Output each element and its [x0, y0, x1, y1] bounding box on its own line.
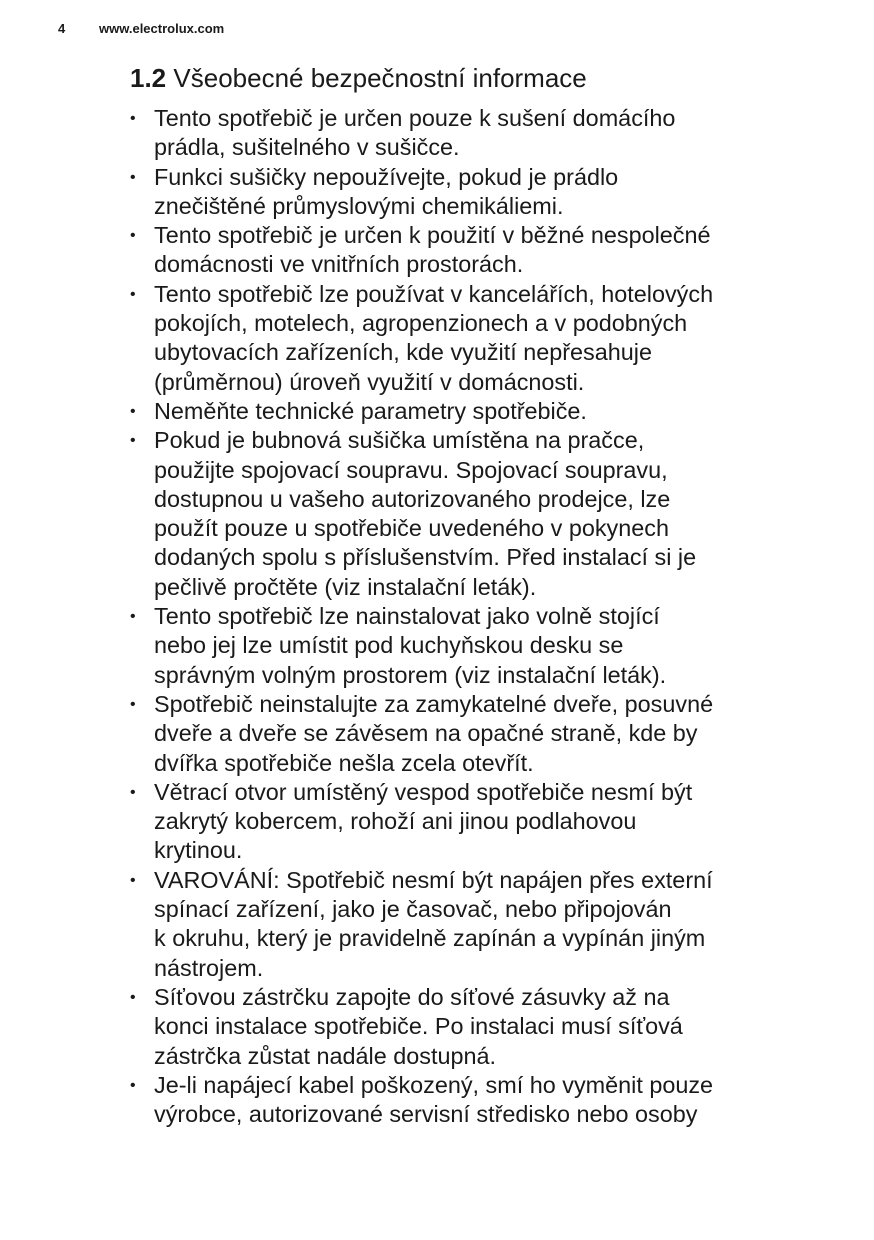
bullet-text-line: krytinou. — [154, 837, 243, 864]
bullet-item — [130, 690, 820, 778]
bullet-text-line: (průměrnou) úroveň využití v domácnosti. — [154, 368, 585, 395]
bullet-text-line: použít pouze u spotřebiče uvedeného v pokynech — [154, 515, 669, 542]
bullet-text-line: domácnosti ve vnitřních prostorách. — [154, 251, 524, 278]
bullet-text-line: výrobce, autorizované servisní středisko nebo osoby — [154, 1101, 698, 1128]
bullet-text-line: Tento spotřebič je určen pouze k sušení domácího — [154, 105, 676, 131]
bullet-text-line: znečištěné průmyslovými chemikáliemi. — [154, 192, 564, 219]
bullet-text-line: dostupnou u vašeho autorizovaného prodejce, lze — [154, 485, 671, 512]
bullet-text-line: konci instalace spotřebiče. Po instalaci musí síťová — [154, 1013, 683, 1040]
bullet-text-line: Je-li napájecí kabel poškozený, smí ho vyměnit pouze — [154, 1071, 714, 1098]
website-url: www.electrolux.com — [99, 21, 225, 36]
section-title-text: Všeobecné bezpečnostní informace — [173, 63, 587, 93]
bullet-text-line: Spotřebič neinstalujte za zamykatelné dveře, posuvné — [154, 690, 714, 717]
bullet-item — [130, 280, 820, 397]
section-title — [130, 62, 587, 94]
bullet-text-line: nebo jej lze umístit pod kuchyňskou desku se — [154, 632, 624, 659]
bullet-item — [130, 397, 820, 426]
bullet-text-line: nástrojem. — [154, 954, 264, 981]
bullet-item — [130, 866, 820, 983]
bullet-text-line: Neměňte technické parametry spotřebiče. — [154, 397, 587, 424]
bullet-item — [130, 778, 820, 866]
bullet-dot-icon: • — [130, 1076, 136, 1094]
page-number: 4 — [58, 21, 66, 36]
bullet-text-line: dodaných spolu s příslušenstvím. Před instalací si je — [154, 544, 697, 571]
bullet-item — [130, 1071, 820, 1130]
bullet-text-line: použijte spojovací soupravu. Spojovací soupravu, — [154, 456, 668, 483]
bullet-text-line: ubytovacích zařízeních, kde využití nepřesahuje — [154, 339, 652, 366]
bullet-text-line: Tento spotřebič lze používat v kancelářích, hotelových — [154, 280, 714, 307]
bullet-text-line: správným volným prostorem (viz instalační leták). — [154, 661, 667, 688]
bullet-text-line: prádla, sušitelného v sušičce. — [154, 134, 460, 161]
bullet-text-line: dvířka spotřebiče nešla zcela otevřít. — [154, 749, 534, 776]
page-header — [58, 21, 224, 36]
bullet-dot-icon: • — [130, 402, 136, 420]
bullet-dot-icon: • — [130, 285, 136, 303]
bullet-text-line: Funkci sušičky nepoužívejte, pokud je prádlo — [154, 163, 619, 190]
bullet-item — [130, 983, 820, 1071]
bullet-dot-icon: • — [130, 695, 136, 713]
bullet-dot-icon: • — [130, 783, 136, 801]
bullet-text-line: Pokud je bubnová sušička umístěna na pračce, — [154, 427, 645, 454]
bullet-item — [130, 104, 820, 163]
bullet-dot-icon: • — [130, 871, 136, 889]
bullet-item — [130, 163, 820, 222]
bullet-text-line: zástrčka zůstat nadále dostupná. — [154, 1042, 496, 1069]
bullet-text-line: k okruhu, který je pravidelně zapínán a vypínán jiným — [154, 925, 706, 952]
bullet-text-line: Tento spotřebič je určen k použití v běžné nespolečné — [154, 222, 711, 249]
bullet-text-line: pokojích, motelech, agropenzionech a v podobných — [154, 310, 688, 337]
section-number: 1.2 — [130, 63, 167, 93]
bullet-text-line: Větrací otvor umístěný vespod spotřebiče nesmí být — [154, 778, 693, 805]
bullet-text-line: pečlivě pročtěte (viz instalační leták). — [154, 573, 537, 600]
safety-bullet-list — [130, 104, 820, 1129]
bullet-text-line: Tento spotřebič lze nainstalovat jako volně stojící — [154, 603, 660, 630]
bullet-text-line: spínací zařízení, jako je časovač, nebo připojován — [154, 896, 672, 923]
bullet-text-line: Síťovou zástrčku zapojte do síťové zásuvky až na — [154, 983, 670, 1010]
bullet-dot-icon: • — [130, 988, 136, 1006]
bullet-text-line: zakrytý kobercem, rohoží ani jinou podlahovou — [154, 808, 637, 835]
bullet-dot-icon: • — [130, 110, 136, 127]
bullet-text-line: dveře a dveře se závěsem na opačné straně, kde by — [154, 720, 698, 747]
bullet-item — [130, 602, 820, 690]
bullet-item — [130, 221, 820, 280]
bullet-text-line: VAROVÁNÍ: Spotřebič nesmí být napájen přes externí — [154, 866, 713, 893]
bullet-dot-icon: • — [130, 608, 136, 626]
bullet-dot-icon: • — [130, 432, 136, 450]
bullet-item — [130, 426, 820, 602]
bullet-dot-icon: • — [130, 227, 136, 245]
bullet-dot-icon: • — [130, 168, 136, 186]
